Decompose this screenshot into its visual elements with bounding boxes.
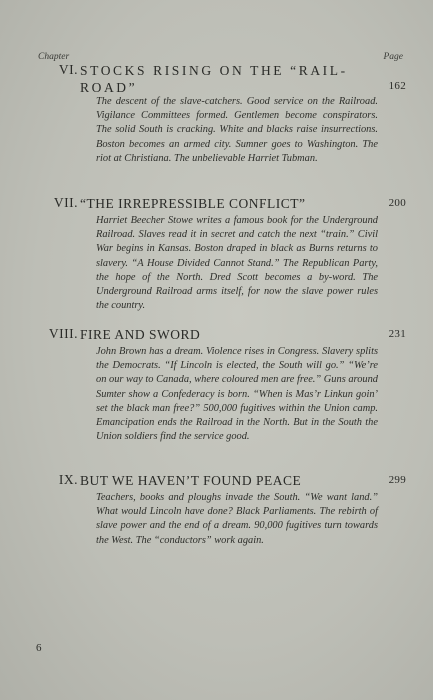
chapter-description: John Brown has a dream. Violence rises in Congress. Slavery splits the Democrats. “If Lincoln is elected, the South will go.” “We’re on our way to Canada, where coloured men are free.” Guns around Sumter show a Confederacy is born. “When is Mas’r Linkun goin’ set the black man free?” 500,000 fugitives within the Union camp. Emancipation ends the Railroad in the North. But in the South the Union soldiers find the service good.: [96, 346, 378, 443]
chapter-page-number: 200: [388, 197, 406, 209]
chapter-title: BUT WE HAVEN’T FOUND PEACE: [80, 473, 302, 488]
chapter-page-number: 231: [388, 328, 406, 340]
folio-page-number: 6: [36, 642, 42, 654]
page-column-label: Page: [383, 52, 403, 62]
chapter-description: Harriet Beecher Stowe writes a famous book for the Underground Railroad. Slaves read it in secret and catch the next “train.” Civil War begins in Kansas. Boston draped in black as Burns returns to slavery. “A House Divided Cannot Stand.” The Republican Party, the hope of the North. Dred Scott becomes a by-word. The Underground Railroad arms itself, for now the slave power rules the country.: [96, 215, 378, 312]
chapter-column-label: Chapter: [38, 52, 70, 62]
chapter-title: FIRE AND SWORD: [80, 327, 201, 342]
chapter-page-number: 162: [388, 80, 406, 92]
chapter-number: VIII.: [48, 326, 78, 341]
chapter-description: The descent of the slave-catchers. Good service on the Railroad. Vigilance Committees formed. Gentlemen become conspirators. The solid South is cracking. White and blacks raise insurrections. Boston becomes an armed city. Sumner goes to Washington. The riot at Christiana. The unbelievable Harriet Tubman.: [96, 96, 378, 164]
chapter-title: STOCKS RISING ON THE “RAIL-ROAD”: [80, 63, 348, 95]
chapter-number: VII.: [53, 195, 78, 210]
chapter-description: Teachers, books and ploughs invade the South. “We want land.” What would Lincoln have done? Black Parliaments. The rebirth of slave power and the end of a dream. 90,000 fugitives turn towards the West. The “conductors” work again.: [96, 492, 378, 546]
chapter-page-number: 299: [388, 474, 406, 486]
chapter-number: IX.: [58, 472, 78, 487]
chapter-title: “THE IRREPRESSIBLE CONFLICT”: [80, 196, 306, 211]
chapter-number: VI.: [58, 62, 78, 77]
